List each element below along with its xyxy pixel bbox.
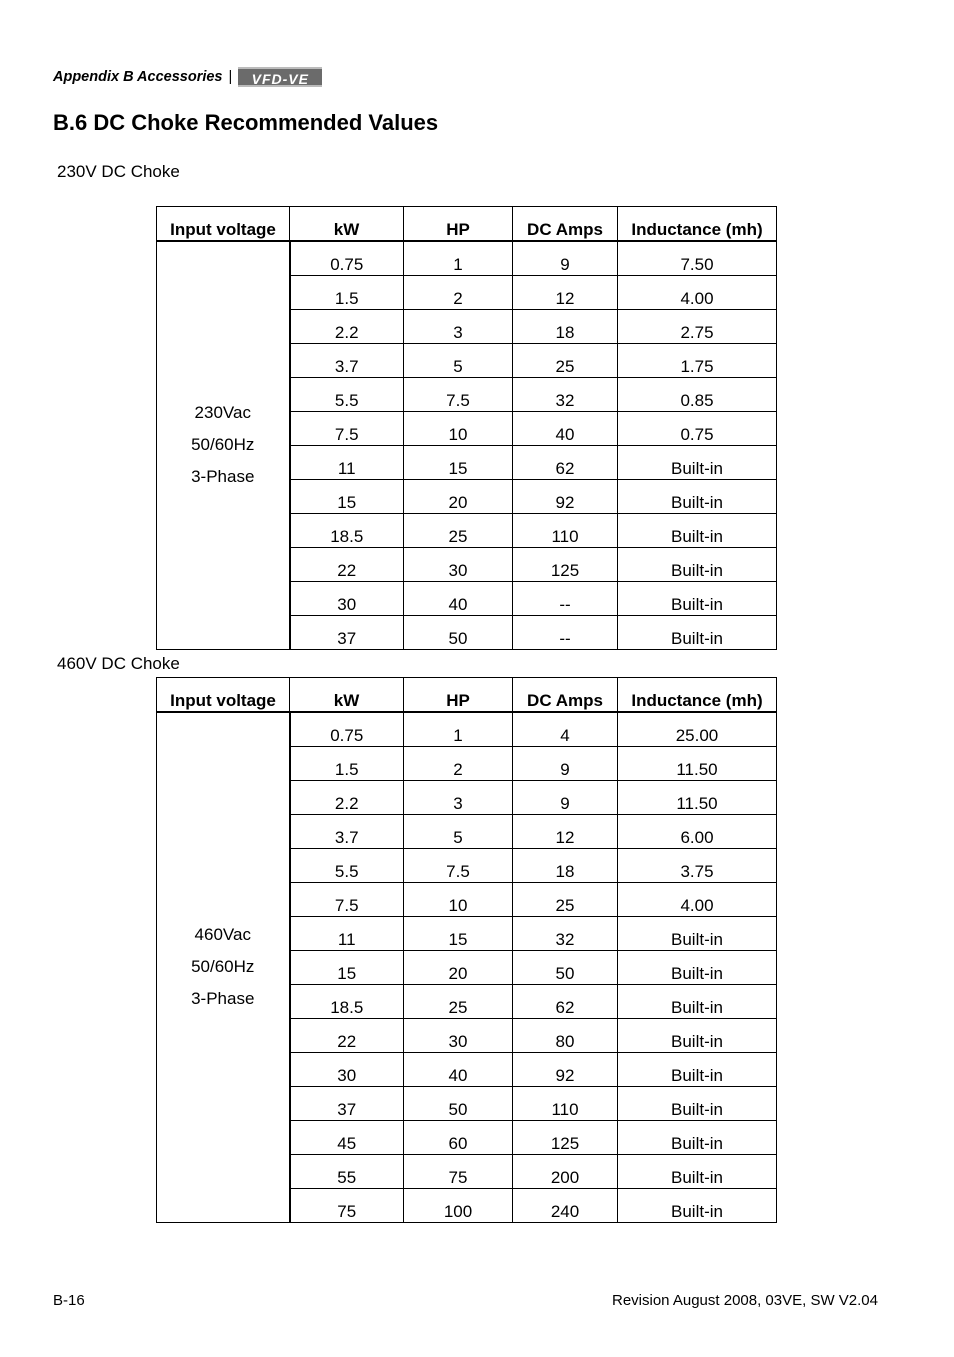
inductance-cell: 4.00 [618, 276, 777, 310]
hp-cell: 60 [404, 1121, 513, 1155]
dc-amps-cell: -- [513, 616, 618, 650]
dc-amps-cell: 125 [513, 1121, 618, 1155]
kw-cell: 75 [290, 1189, 404, 1223]
inductance-cell: 1.75 [618, 344, 777, 378]
hp-cell: 30 [404, 548, 513, 582]
inductance-cell: Built-in [618, 1053, 777, 1087]
inductance-cell: Built-in [618, 951, 777, 985]
dc-amps-cell: 18 [513, 310, 618, 344]
inductance-cell: Built-in [618, 480, 777, 514]
inductance-cell: 0.75 [618, 412, 777, 446]
col-dc-amps: DC Amps [513, 207, 618, 242]
inductance-cell: 3.75 [618, 849, 777, 883]
col-inductance: Inductance (mh) [618, 678, 777, 713]
hp-cell: 40 [404, 1053, 513, 1087]
hp-cell: 5 [404, 815, 513, 849]
col-dc-amps: DC Amps [513, 678, 618, 713]
col-input-voltage: Input voltage [157, 678, 290, 713]
hp-cell: 2 [404, 276, 513, 310]
dc-amps-cell: 32 [513, 917, 618, 951]
dc-amps-cell: 4 [513, 712, 618, 747]
kw-cell: 18.5 [290, 985, 404, 1019]
kw-cell: 22 [290, 548, 404, 582]
dc-amps-cell: 62 [513, 985, 618, 1019]
inductance-cell: 4.00 [618, 883, 777, 917]
hp-cell: 50 [404, 1087, 513, 1121]
kw-cell: 30 [290, 1053, 404, 1087]
dc-amps-cell: 25 [513, 883, 618, 917]
caption-230v: 230V DC Choke [57, 162, 180, 181]
kw-cell: 7.5 [290, 412, 404, 446]
hp-cell: 7.5 [404, 378, 513, 412]
inductance-cell: Built-in [618, 1019, 777, 1053]
input-voltage-cell [157, 712, 290, 1223]
table-body [157, 241, 777, 650]
inductance-cell: Built-in [618, 548, 777, 582]
kw-cell: 1.5 [290, 276, 404, 310]
kw-cell: 1.5 [290, 747, 404, 781]
col-kw: kW [290, 207, 404, 242]
hp-cell: 30 [404, 1019, 513, 1053]
hp-cell: 50 [404, 616, 513, 650]
table-460v-dc-choke [156, 677, 777, 1223]
kw-cell: 55 [290, 1155, 404, 1189]
hp-cell: 7.5 [404, 849, 513, 883]
kw-cell: 3.7 [290, 344, 404, 378]
dc-amps-cell: 9 [513, 781, 618, 815]
input-voltage-line: 3-Phase [191, 467, 255, 486]
dc-amps-cell: 50 [513, 951, 618, 985]
dc-amps-cell: 12 [513, 276, 618, 310]
dc-amps-cell: 9 [513, 241, 618, 276]
col-input-voltage: Input voltage [157, 207, 290, 242]
dc-amps-cell: 110 [513, 514, 618, 548]
kw-cell: 5.5 [290, 849, 404, 883]
header-section: Appendix B Accessories [53, 69, 223, 85]
kw-cell: 22 [290, 1019, 404, 1053]
table-row [157, 241, 777, 276]
hp-cell: 10 [404, 883, 513, 917]
table-header-row [157, 207, 777, 242]
inductance-cell: Built-in [618, 446, 777, 480]
dc-amps-cell: 40 [513, 412, 618, 446]
input-voltage-line: 460Vac [194, 925, 251, 944]
dc-amps-cell: 9 [513, 747, 618, 781]
hp-cell: 3 [404, 781, 513, 815]
hp-cell: 1 [404, 241, 513, 276]
dc-amps-cell: 32 [513, 378, 618, 412]
kw-cell: 11 [290, 917, 404, 951]
inductance-cell: Built-in [618, 917, 777, 951]
hp-cell: 20 [404, 480, 513, 514]
inductance-cell: Built-in [618, 514, 777, 548]
hp-cell: 15 [404, 917, 513, 951]
kw-cell: 7.5 [290, 883, 404, 917]
kw-cell: 37 [290, 1087, 404, 1121]
table-body [157, 712, 777, 1223]
hp-cell: 15 [404, 446, 513, 480]
dc-amps-cell: 92 [513, 1053, 618, 1087]
dc-amps-cell: -- [513, 582, 618, 616]
col-kw: kW [290, 678, 404, 713]
dc-amps-cell: 92 [513, 480, 618, 514]
inductance-cell: 25.00 [618, 712, 777, 747]
inductance-cell: 11.50 [618, 781, 777, 815]
input-voltage-line: 3-Phase [191, 989, 255, 1008]
table-row [157, 712, 777, 747]
dc-amps-cell: 80 [513, 1019, 618, 1053]
input-voltage-line: 50/60Hz [191, 957, 255, 976]
inductance-cell: 6.00 [618, 815, 777, 849]
hp-cell: 5 [404, 344, 513, 378]
dc-amps-cell: 240 [513, 1189, 618, 1223]
inductance-cell: Built-in [618, 616, 777, 650]
input-voltage-cell [157, 241, 290, 650]
vfd-ve-logo: VFD-VE [238, 67, 322, 87]
col-inductance: Inductance (mh) [618, 207, 777, 242]
input-voltage-line: 230Vac [194, 403, 251, 422]
kw-cell: 37 [290, 616, 404, 650]
input-voltage-line: 50/60Hz [191, 435, 255, 454]
inductance-cell: Built-in [618, 582, 777, 616]
table-header-row [157, 678, 777, 713]
dc-amps-cell: 12 [513, 815, 618, 849]
kw-cell: 2.2 [290, 310, 404, 344]
dc-amps-cell: 110 [513, 1087, 618, 1121]
hp-cell: 10 [404, 412, 513, 446]
kw-cell: 15 [290, 480, 404, 514]
hp-cell: 3 [404, 310, 513, 344]
table-230v-dc-choke [156, 206, 777, 650]
hp-cell: 25 [404, 985, 513, 1019]
inductance-cell: 0.85 [618, 378, 777, 412]
hp-cell: 1 [404, 712, 513, 747]
dc-amps-cell: 200 [513, 1155, 618, 1189]
hp-cell: 40 [404, 582, 513, 616]
kw-cell: 0.75 [290, 241, 404, 276]
page-title: B.6 DC Choke Recommended Values [53, 110, 439, 135]
hp-cell: 100 [404, 1189, 513, 1223]
inductance-cell: 11.50 [618, 747, 777, 781]
caption-460v: 460V DC Choke [57, 654, 180, 673]
inductance-cell: Built-in [618, 1155, 777, 1189]
kw-cell: 2.2 [290, 781, 404, 815]
revision-note: Revision August 2008, 03VE, SW V2.04 [612, 1292, 878, 1309]
inductance-cell: 2.75 [618, 310, 777, 344]
col-hp: HP [404, 207, 513, 242]
dc-amps-cell: 25 [513, 344, 618, 378]
col-hp: HP [404, 678, 513, 713]
hp-cell: 75 [404, 1155, 513, 1189]
dc-amps-cell: 18 [513, 849, 618, 883]
kw-cell: 5.5 [290, 378, 404, 412]
inductance-cell: Built-in [618, 1087, 777, 1121]
kw-cell: 15 [290, 951, 404, 985]
hp-cell: 20 [404, 951, 513, 985]
page-header [53, 66, 322, 88]
inductance-cell: Built-in [618, 985, 777, 1019]
kw-cell: 0.75 [290, 712, 404, 747]
kw-cell: 45 [290, 1121, 404, 1155]
kw-cell: 3.7 [290, 815, 404, 849]
dc-amps-cell: 125 [513, 548, 618, 582]
inductance-cell: Built-in [618, 1121, 777, 1155]
header-separator: | [228, 69, 233, 85]
dc-amps-cell: 62 [513, 446, 618, 480]
inductance-cell: Built-in [618, 1189, 777, 1223]
kw-cell: 11 [290, 446, 404, 480]
page-number: B-16 [53, 1292, 85, 1309]
hp-cell: 2 [404, 747, 513, 781]
inductance-cell: 7.50 [618, 241, 777, 276]
kw-cell: 18.5 [290, 514, 404, 548]
kw-cell: 30 [290, 582, 404, 616]
hp-cell: 25 [404, 514, 513, 548]
